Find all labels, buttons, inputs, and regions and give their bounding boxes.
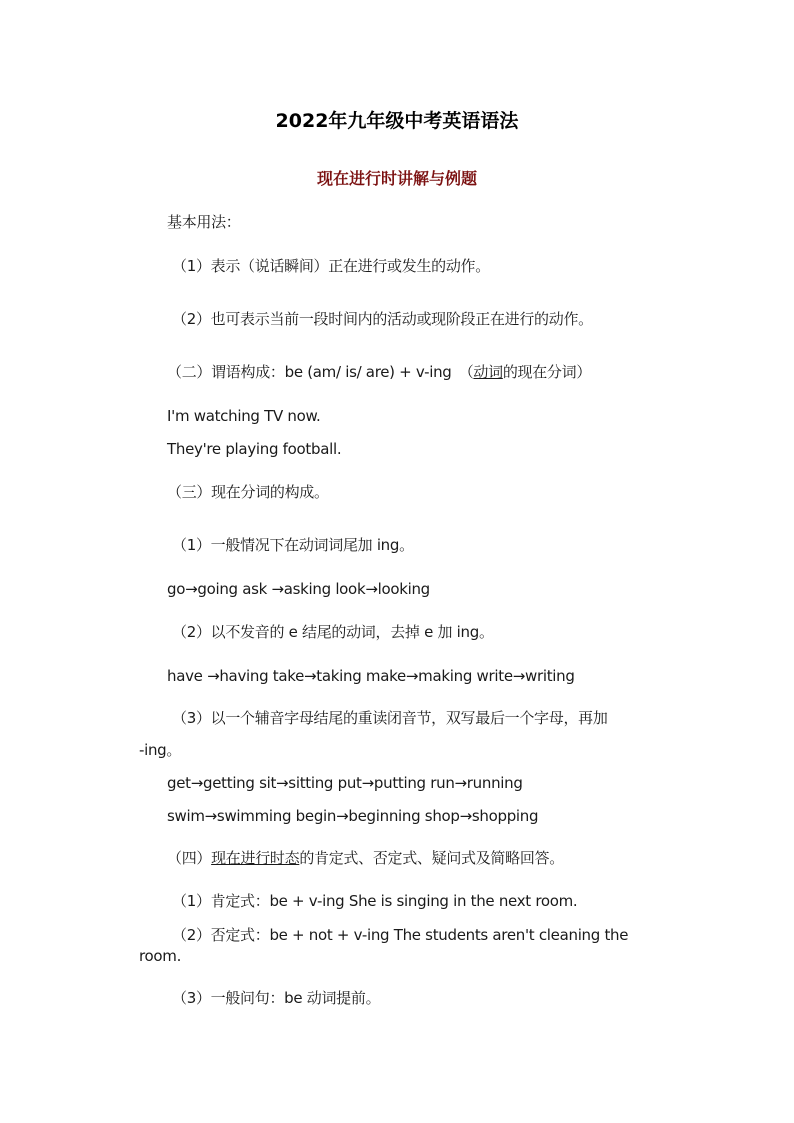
participle-rule-1-examples: go→going ask →asking look→looking	[167, 580, 430, 598]
forms-prefix: （四）	[167, 849, 212, 867]
forms-underlined: 现在进行时态	[211, 849, 300, 867]
participle-rule-3-examples-1: get→getting sit→sitting put→putting run→running	[167, 774, 523, 792]
participle-rule-1: （1）一般情况下在动词词尾加 ing。	[172, 536, 414, 554]
forms-heading	[167, 848, 564, 868]
basic-usage-item-1: （1）表示（说话瞬间）正在进行或发生的动作。	[172, 257, 490, 275]
participle-rule-3-line-1: （3）以一个辅音字母结尾的重读闭音节，双写最后一个字母，再加	[172, 709, 608, 727]
example-sentence-2: They're playing football.	[167, 440, 342, 458]
forms-negative-line-1: （2）否定式：be + not + v-ing The students aren't cleaning the	[172, 926, 629, 944]
participle-rule-2-examples: have →having take→taking make→making write→writing	[167, 667, 575, 685]
predicate-suffix: 的现在分词）	[502, 363, 592, 381]
participle-rule-3-line-2: -ing。	[139, 741, 182, 759]
example-sentence-1: I'm watching TV now.	[167, 407, 321, 425]
document-title: 2022年九年级中考英语语法	[275, 110, 519, 132]
basic-usage-item-2: （2）也可表示当前一段时间内的活动或现阶段正在进行的动作。	[172, 310, 593, 328]
forms-suffix: 的肯定式、否定式、疑问式及简略回答。	[299, 849, 564, 867]
participle-rule-2: （2）以不发音的 e 结尾的动词，去掉 e 加 ing。	[172, 623, 494, 641]
participle-rule-3-examples-2: swim→swimming begin→beginning shop→shopping	[167, 807, 539, 825]
forms-affirmative: （1）肯定式：be + v-ing She is singing in the next room.	[172, 892, 578, 910]
document-subtitle: 现在进行时讲解与例题	[316, 169, 477, 188]
predicate-prefix: （二）谓语构成：be (am/ is/ are) + v-ing （	[167, 363, 474, 381]
predicate-structure	[167, 362, 591, 382]
forms-question: （3）一般问句：be 动词提前。	[172, 989, 381, 1007]
basic-usage-heading: 基本用法：	[167, 213, 241, 231]
forms-negative-line-2: room.	[139, 947, 182, 965]
predicate-underlined: 动词	[473, 363, 503, 381]
participle-heading: （三）现在分词的构成。	[167, 483, 329, 501]
